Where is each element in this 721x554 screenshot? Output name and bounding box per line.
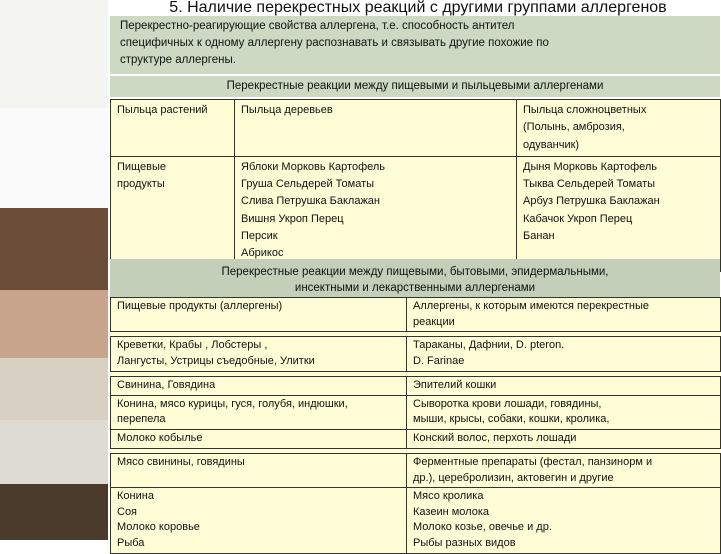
- composite-food-line: Дыня Морковь Картофель: [523, 160, 658, 173]
- pollen-cross-table: [110, 99, 721, 272]
- food-line: Молоко кобылье: [117, 431, 203, 444]
- header-plant-pollen: Пыльца растений: [117, 104, 208, 116]
- intro-line: структуре аллергены.: [120, 54, 236, 66]
- table-cell: [111, 453, 407, 487]
- cross-line: Ферментные препараты (фестал, панзинорм и: [413, 455, 653, 468]
- tree-food-line: Персик: [241, 230, 278, 243]
- section1-banner: Перекрестные реакции между пищевыми и пыльцевыми аллергенами: [110, 76, 720, 97]
- food-line: перепела: [117, 413, 166, 426]
- table-cell: [111, 100, 235, 157]
- slide-title: 5. Наличие перекрестных реакций с другими группами аллергенов: [169, 0, 667, 16]
- food-line: Конина, мясо курицы, гуся, голубя, индюшки,: [117, 397, 348, 410]
- composite-food-line: Кабачок Укроп Перец: [523, 212, 633, 225]
- table-cell: [407, 377, 721, 396]
- header-composite-pollen: Пыльца сложноцветных: [523, 104, 647, 116]
- cross-line: Мясо кролика: [413, 490, 484, 503]
- table-row: [111, 429, 721, 448]
- cross-line: Рыбы разных видов: [413, 536, 516, 549]
- section2-banner: [110, 259, 720, 297]
- photo-mosquito: [0, 108, 108, 208]
- table-cell: [111, 156, 235, 271]
- table-cell: [111, 395, 407, 429]
- cross-line: Казеин молока: [413, 505, 489, 518]
- row-label: Пищевые: [117, 160, 166, 173]
- food-line: Креветки, Крабы , Лобстеры ,: [117, 339, 268, 352]
- header-composite-pollen: одуванчик): [523, 138, 580, 151]
- intro-line: специфичных к одному аллергену распознавать и связывать другие похожие по: [120, 37, 549, 49]
- row-label: продукты: [117, 178, 165, 191]
- table-cell: [407, 429, 721, 448]
- table-cell: [111, 337, 407, 372]
- food-line: Соя: [117, 505, 138, 518]
- composite-food-line: Тыква Сельдерей Томаты: [523, 178, 656, 191]
- section2-banner-line: инсектными и лекарственными аллергенами: [294, 282, 536, 294]
- cross-line: Сыворотка крови лошади, говядины,: [413, 397, 602, 410]
- tree-food-line: Слива Петрушка Баклажан: [241, 195, 381, 208]
- cross-line: D. Farinae: [413, 354, 465, 367]
- food-cross-table: [110, 297, 721, 554]
- table-cell: [111, 298, 407, 332]
- photo-beans: [0, 484, 108, 540]
- table-cell: [235, 156, 517, 271]
- cross-line: др.), церебролизин, актовегин и другие: [413, 471, 614, 484]
- table-cell: [111, 429, 407, 448]
- table-cell: [235, 100, 517, 157]
- food-line: Конина: [117, 490, 154, 503]
- table-row: [111, 156, 721, 271]
- table-cell: [407, 395, 721, 429]
- food-line: Мясо свинины, говядины: [117, 455, 245, 468]
- cross-line: мыши, крысы, собаки, кошки, кролика,: [413, 413, 610, 426]
- cross-line: Конский волос, перхоть лошади: [413, 431, 577, 444]
- food-line: Лангусты, Устрицы съедобные, Улитки: [117, 354, 315, 367]
- table-cell: [111, 488, 407, 553]
- photo-shrimp: [0, 290, 108, 358]
- table-row: [111, 100, 721, 157]
- header-cross-allergens: реакции: [413, 315, 455, 328]
- header-tree-pollen: Пыльца деревьев: [241, 104, 333, 116]
- food-line: Рыба: [117, 536, 145, 549]
- composite-food-line: Арбуз Петрушка Баклажан: [523, 195, 660, 208]
- table-row: [111, 453, 721, 487]
- table-cell: [407, 337, 721, 372]
- tree-food-line: Яблоки Морковь Картофель: [241, 160, 386, 173]
- photo-apples: [0, 0, 108, 108]
- composite-food-line: Банан: [523, 230, 555, 243]
- table-cell: [407, 488, 721, 553]
- section2-banner-line: Перекрестные реакции между пищевыми, бытовыми, эпидермальными,: [221, 266, 609, 278]
- tree-food-line: Груша Сельдерей Томаты: [241, 178, 375, 191]
- cross-line: Молоко козье, овечье и др.: [413, 521, 552, 534]
- tree-food-line: Вишня Укроп Перец: [241, 212, 344, 225]
- table-row: [111, 337, 721, 372]
- table-row: [111, 488, 721, 553]
- photo-dog: [0, 358, 108, 420]
- table-row: [111, 395, 721, 429]
- photo-dust-mite: [0, 208, 108, 290]
- food-line: Молоко коровье: [117, 521, 200, 534]
- cross-line: Тараканы, Дафнии, D. pteron.: [413, 339, 565, 352]
- intro-line: Перекрестно-реагирующие свойства аллергена, т.е. способность антител: [120, 20, 515, 32]
- tree-food-line: Абрикос: [241, 247, 284, 260]
- table-row: [111, 377, 721, 396]
- header-composite-pollen: (Полынь, амброзия,: [523, 121, 625, 134]
- table-cell: [111, 377, 407, 396]
- table-cell: [517, 100, 721, 157]
- header-food-allergens: Пищевые продукты (аллергены): [117, 300, 283, 312]
- table-cell: [407, 298, 721, 332]
- food-line: Свинина, Говядина: [117, 379, 216, 392]
- table-row: [111, 298, 721, 332]
- photo-fish: [0, 420, 108, 484]
- cross-line: Эпителий кошки: [413, 379, 497, 392]
- header-cross-allergens: Аллергены, к которым имеются перекрестные: [413, 300, 650, 312]
- table-cell: [517, 156, 721, 271]
- table-cell: [407, 453, 721, 487]
- intro-text: [110, 16, 720, 74]
